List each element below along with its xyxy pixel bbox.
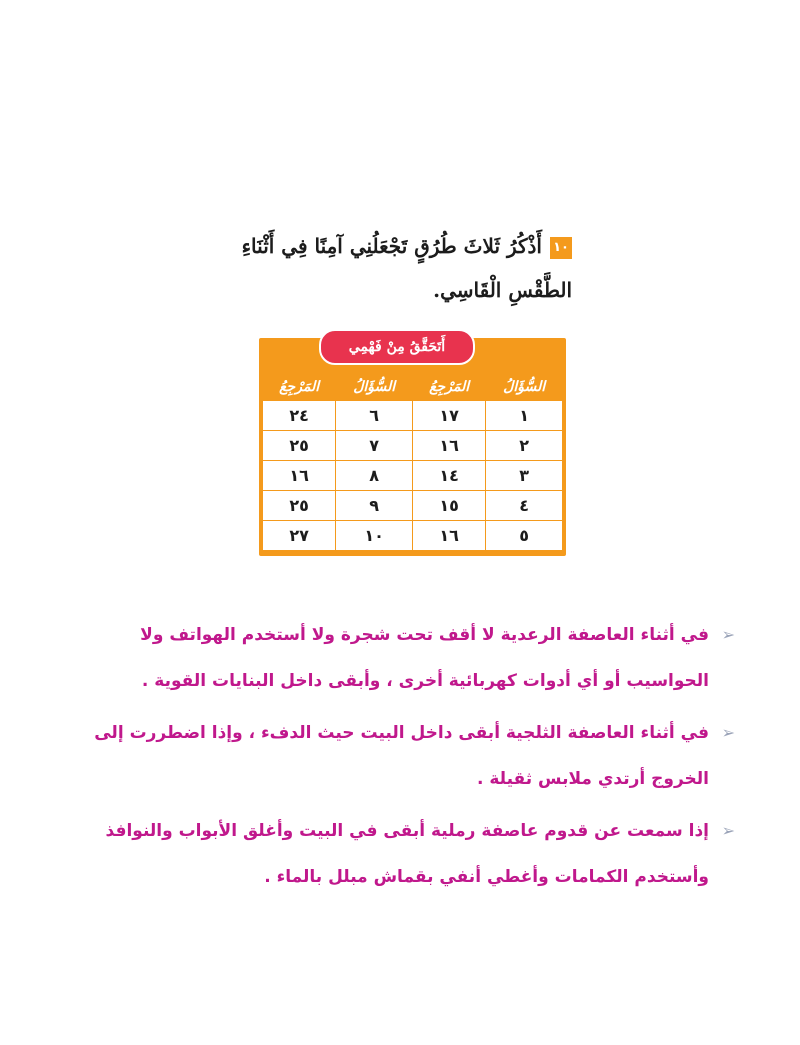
table-cell: ٢٤ <box>263 401 336 431</box>
table-row <box>263 431 563 461</box>
table-cell: ٢٥ <box>263 491 336 521</box>
table-row <box>263 521 563 551</box>
table-row <box>263 491 563 521</box>
table-row <box>263 461 563 491</box>
answer-item-sandstorm <box>80 808 735 900</box>
arrow-bullet-icon: ➢ <box>721 821 735 840</box>
answer-line: الحواسيب أو أي أدوات كهربائية أخرى ، وأبقى داخل البنايات القوية . <box>141 671 709 691</box>
header-reference-2: المَرْجِعُ <box>279 379 320 395</box>
answer-item-snowstorm <box>80 710 735 802</box>
check-understanding-box <box>259 338 566 556</box>
table-cell: ٧ <box>336 431 413 461</box>
table-cell: ١ <box>486 401 563 431</box>
question-block <box>212 224 572 312</box>
question-text: أَذْكُرُ ثَلاثَ طُرُقٍ تَجْعَلُنِي آمِنًا فِي أَثْنَاءِ الطَّقْسِ الْقَاسِي. <box>241 234 572 302</box>
header-question-1: السُّؤَالُ <box>503 379 546 395</box>
answer-line: الخروج أرتدي ملابس ثقيلة . <box>476 769 709 789</box>
check-understanding-title: أَتَحَقَّقُ مِنْ فَهْمِي <box>319 329 475 365</box>
table-cell: ٥ <box>486 521 563 551</box>
table-cell: ٤ <box>486 491 563 521</box>
arrow-bullet-icon: ➢ <box>721 625 735 644</box>
table-cell: ٢٧ <box>263 521 336 551</box>
table-cell: ٢٥ <box>263 431 336 461</box>
header-reference-1: المَرْجِعُ <box>429 379 470 395</box>
answer-line: في أثناء العاصفة الثلجية أبقى داخل البيت حيث الدفء ، وإذا اضطررت إلى <box>94 723 709 743</box>
table-cell: ١٠ <box>336 521 413 551</box>
table-cell: ١٦ <box>413 521 486 551</box>
table-cell: ٣ <box>486 461 563 491</box>
header-question-2: السُّؤَالُ <box>353 379 396 395</box>
table-cell: ٢ <box>486 431 563 461</box>
table-header-row <box>263 374 563 401</box>
table-cell: ١٦ <box>263 461 336 491</box>
table-cell: ١٧ <box>413 401 486 431</box>
answer-line: في أثناء العاصفة الرعدية لا أقف تحت شجرة ولا أستخدم الهواتف ولا <box>140 625 709 645</box>
table-row <box>263 401 563 431</box>
table-cell: ٦ <box>336 401 413 431</box>
table-cell: ٨ <box>336 461 413 491</box>
answer-line: إذا سمعت عن قدوم عاصفة رملية أبقى في البيت وأغلق الأبواب والنوافذ <box>105 821 709 841</box>
answers-list <box>80 612 735 906</box>
table-cell: ١٤ <box>413 461 486 491</box>
check-understanding-table <box>262 374 563 551</box>
answer-item-thunderstorm <box>80 612 735 704</box>
table-cell: ٩ <box>336 491 413 521</box>
answer-line: وأستخدم الكمامات وأغطي أنفي بقماش مبلل بالماء . <box>264 867 709 887</box>
arrow-bullet-icon: ➢ <box>721 723 735 742</box>
question-number-badge: ١٠ <box>550 237 572 259</box>
table-cell: ١٦ <box>413 431 486 461</box>
table-cell: ١٥ <box>413 491 486 521</box>
